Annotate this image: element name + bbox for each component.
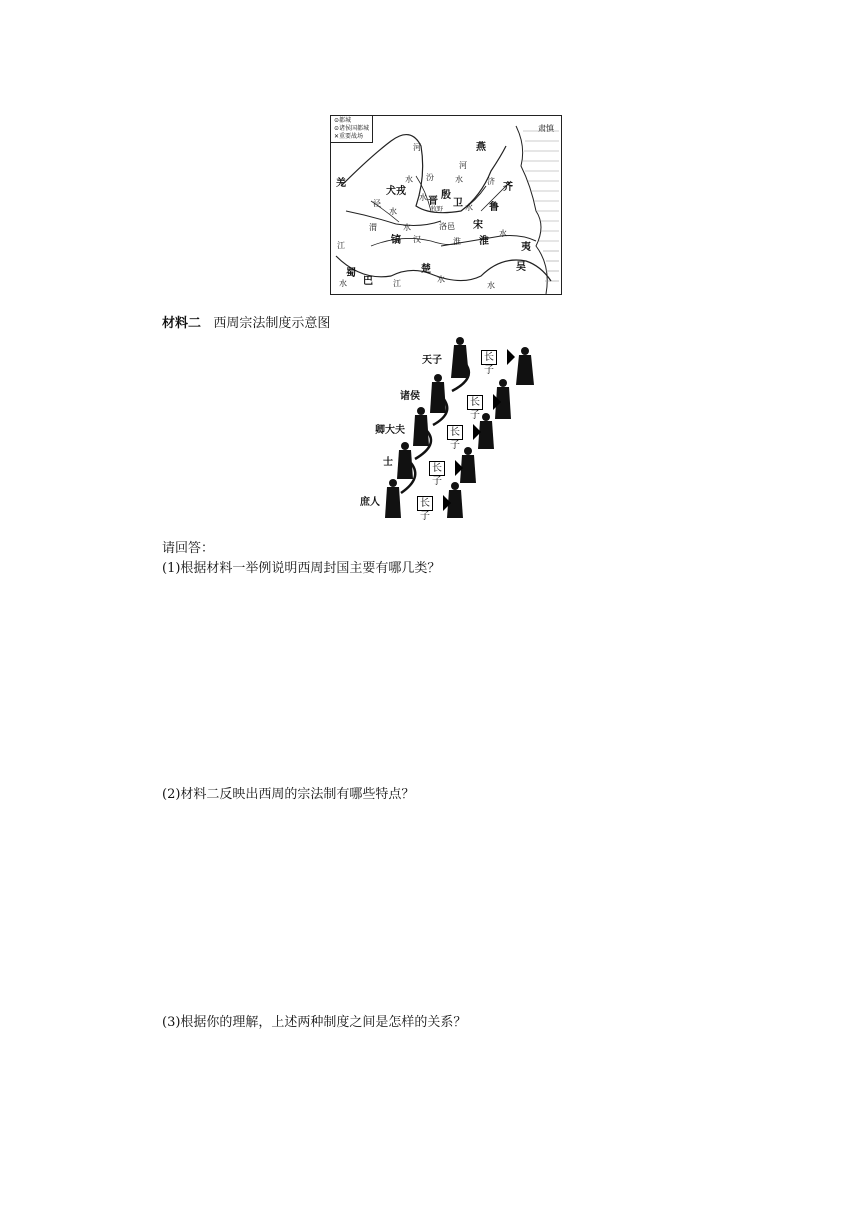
western-zhou-map	[330, 115, 562, 295]
question-2: (2)材料二反映出西周的宗法制有哪些特点？	[162, 787, 415, 802]
answer-prompt: 请回答：	[162, 541, 215, 556]
place-wei: 卫	[453, 198, 463, 209]
place-chu: 楚	[421, 264, 431, 275]
place-qiang: 羌	[336, 178, 346, 189]
legend-battlefield: 重要战场	[339, 133, 364, 140]
water-han: 汉	[413, 235, 421, 244]
place-yan: 燕	[476, 142, 486, 153]
legend-capital: 都城	[339, 117, 352, 124]
place-song: 宋	[473, 220, 483, 231]
water-shui8: 水	[339, 279, 347, 288]
water-shui10: 水	[487, 281, 495, 290]
place-jin: 晋	[428, 196, 438, 207]
water-wei-river: 渭	[369, 223, 377, 232]
water-jing: 泾	[373, 199, 381, 208]
question-1: (1)根据材料一举例说明西周封国主要有哪几类？	[162, 561, 441, 576]
legend-vassal-capital: 诸侯国都城	[339, 125, 370, 132]
material2-heading	[162, 312, 330, 331]
place-qi: 齐	[503, 182, 513, 193]
water-he1: 河	[413, 143, 421, 152]
place-sushen: 肃慎	[538, 124, 554, 133]
water-shui7: 水	[499, 229, 507, 238]
water-shui4: 水	[465, 203, 473, 212]
place-luoyi: 洛邑	[439, 222, 455, 231]
rank-qingdafu: 卿大夫	[375, 425, 405, 436]
water-shui1: 水	[405, 175, 413, 184]
rank-tianzi: 天子	[422, 355, 442, 366]
material2-title: 西周宗法制度示意图	[213, 316, 331, 331]
water-shui9: 水	[437, 275, 445, 284]
water-shui6: 水	[403, 223, 411, 232]
water-fen: 汾	[426, 173, 434, 182]
water-shui2: 水	[419, 193, 427, 202]
map-legend: ⊙都城 ⊙诸侯国都城 ✕重要战场	[331, 116, 373, 143]
place-muye: 牧野	[431, 206, 444, 213]
clan-system-diagram: 天子 诸侯 卿大夫 士 庶人 长子 长子 长子 长子 长子	[355, 333, 545, 523]
water-huai: 淮	[453, 237, 461, 246]
place-shu: 蜀	[346, 268, 356, 279]
place-hao: 镐	[391, 235, 401, 246]
place-lu: 鲁	[489, 202, 499, 213]
water-jiang2: 江	[393, 279, 401, 288]
rank-shuren: 庶人	[360, 497, 380, 508]
water-shui5: 水	[389, 207, 397, 216]
material2-label: 材料二	[162, 316, 202, 331]
place-ba: 巴	[363, 276, 373, 287]
rank-shi: 士	[383, 457, 393, 468]
water-he2: 河	[459, 161, 467, 170]
place-yin: 殷	[441, 190, 451, 201]
place-yi: 夷	[521, 242, 531, 253]
water-ji: 济	[487, 177, 495, 186]
rank-zhuhou: 诸侯	[400, 391, 420, 402]
question-3: (3)根据你的理解，上述两种制度之间是怎样的关系？	[162, 1015, 467, 1030]
water-jiang1: 江	[337, 241, 345, 250]
place-quanrong: 犬戎	[386, 186, 406, 197]
water-shui3: 水	[455, 175, 463, 184]
water-huai-big: 淮	[479, 236, 489, 247]
place-wu: 吴	[516, 262, 526, 273]
